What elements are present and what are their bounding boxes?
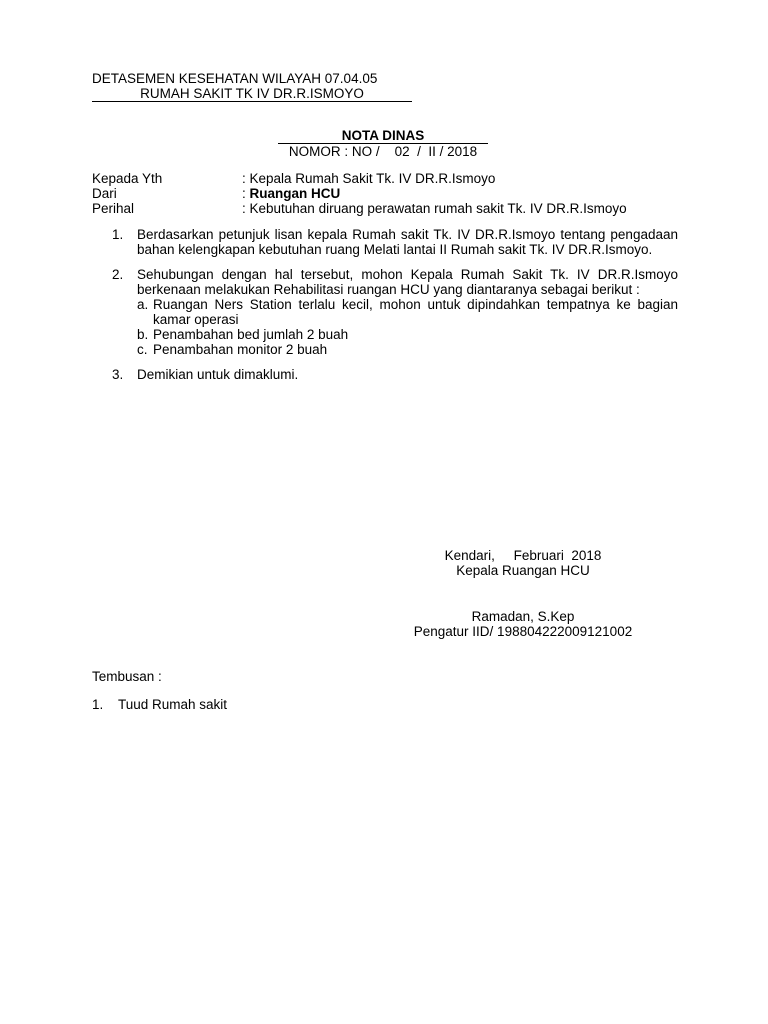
list-item (112, 267, 678, 357)
signature-block (398, 548, 648, 639)
sub-list-item (137, 327, 678, 342)
memo-title-block (278, 128, 488, 159)
signer-position: Kepala Ruangan HCU (456, 563, 590, 578)
cc-text: Tuud Rumah sakit (118, 697, 228, 712)
organization-name: DETASEMEN KESEHATAN WILAYAH 07.04.05 (92, 71, 378, 86)
cc-list-item (92, 697, 227, 712)
meta-to-row (92, 171, 627, 186)
letterhead (92, 71, 412, 102)
item-number: 1. (112, 227, 124, 242)
place-date: Kendari, Februari 2018 (444, 548, 602, 563)
signer-rank-id: Pengatur IID/ 198804222009121002 (413, 624, 633, 639)
subject-label: Perihal (92, 201, 135, 216)
item-text: Berdasarkan petunjuk lisan kepala Rumah sakit Tk. IV DR.R.Ismoyo tentang pengadaan bahan kelengkapan kebutuhan ruang Melati lantai II Rumah sakit Tk. IV DR.R.Ismoyo. (137, 227, 678, 257)
from-colon: : (242, 186, 250, 201)
item-text: Sehubungan dengan hal tersebut, mohon Kepala Rumah Sakit Tk. IV DR.R.Ismoyo berkenaan melakukan Rehabilitasi ruangan HCU yang diantaranya sebagai berikut : (137, 267, 678, 297)
subject-value: : Kebutuhan diruang perawatan rumah sakit Tk. IV DR.R.Ismoyo (242, 201, 627, 216)
memo-title: NOTA DINAS (278, 128, 488, 144)
sub-item-letter: b. (137, 327, 149, 342)
item-number: 2. (112, 267, 124, 282)
sub-list (112, 297, 678, 357)
cc-number: 1. (92, 697, 104, 712)
to-value: : Kepala Rumah Sakit Tk. IV DR.R.Ismoyo (242, 171, 496, 186)
item-number: 3. (112, 367, 124, 382)
memo-number: NOMOR : NO / 02 / II / 2018 (288, 144, 478, 159)
sub-item-text: Penambahan bed jumlah 2 buah (153, 327, 349, 342)
sub-item-letter: a. (137, 297, 149, 312)
item-text: Demikian untuk dimaklumi. (137, 367, 299, 382)
from-label: Dari (92, 186, 117, 201)
signature-space (398, 578, 648, 609)
sub-list-item (137, 342, 678, 357)
to-label: Kepada Yth (92, 171, 163, 186)
sub-item-letter: c. (137, 342, 148, 357)
meta-subject-row (92, 201, 627, 216)
memo-body (112, 227, 678, 392)
meta-from-row (92, 186, 627, 201)
sub-item-text: Penambahan monitor 2 buah (153, 342, 328, 357)
memo-meta (92, 171, 627, 216)
from-value-wrap (242, 186, 340, 201)
sub-list-item (137, 297, 678, 327)
hospital-name: RUMAH SAKIT TK IV DR.R.ISMOYO (92, 86, 412, 102)
from-value: Ruangan HCU (249, 186, 341, 201)
item-line (112, 267, 678, 297)
sub-item-text: Ruangan Ners Station terlalu kecil, mohon untuk dipindahkan tempatnya ke bagian kamar operasi (153, 297, 678, 327)
list-item (112, 227, 678, 257)
signer-name: Ramadan, S.Kep (471, 609, 575, 624)
list-item (112, 367, 678, 382)
cc-label: Tembusan : (92, 669, 162, 684)
